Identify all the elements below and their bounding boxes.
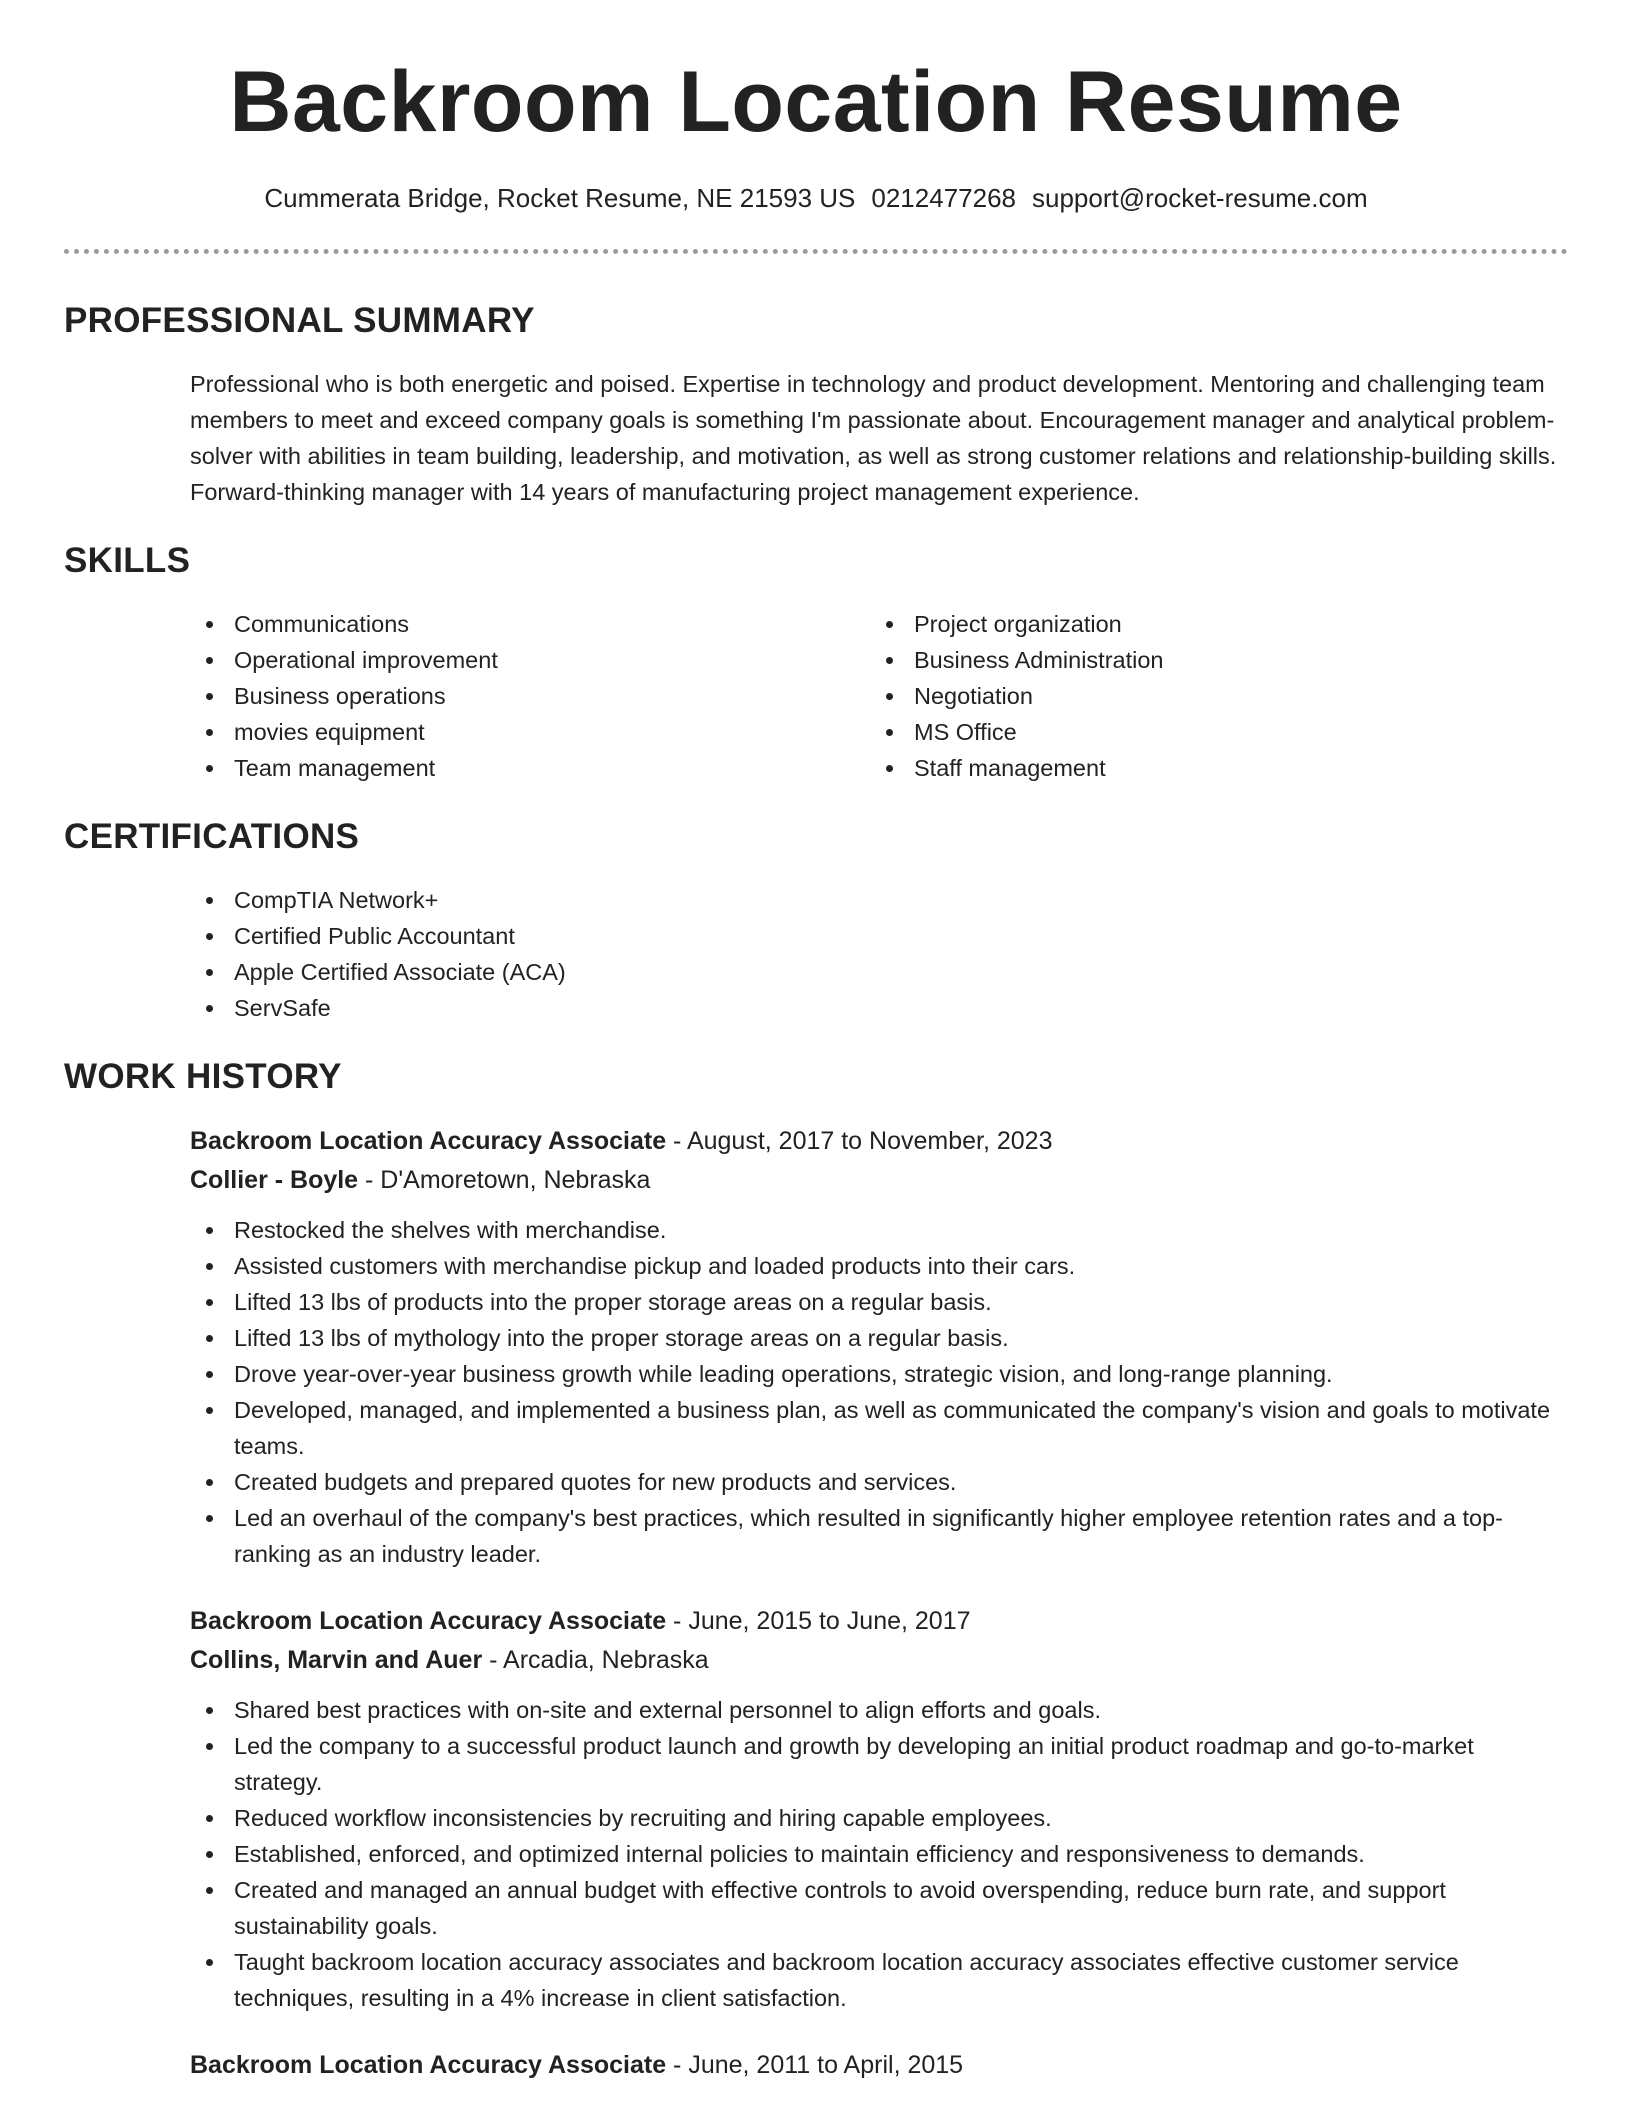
job-location: - Arcadia, Nebraska (482, 1646, 709, 1674)
job-dates: - June, 2011 to April, 2015 (666, 2051, 964, 2079)
certification-item: Certified Public Accountant (190, 918, 1568, 954)
job-entry (190, 1122, 1568, 1572)
certification-item: CompTIA Network+ (190, 882, 1568, 918)
job-role: Backroom Location Accuracy Associate (190, 1127, 667, 1155)
skills-grid (190, 606, 1568, 786)
skill-item: Team management (190, 750, 870, 786)
job-role-line (190, 1122, 1568, 1161)
work-history-heading: WORK HISTORY (64, 1057, 342, 1096)
header-divider (64, 249, 1568, 254)
job-bullet: Restocked the shelves with merchandise. (190, 1212, 1568, 1248)
job-bullet: Led an overhaul of the company's best practices, which resulted in significantly higher employee retention rates and a top-ranking as an industry leader. (190, 1500, 1568, 1572)
skills-heading: SKILLS (64, 541, 191, 580)
job-role: Backroom Location Accuracy Associate (190, 1607, 667, 1635)
contact-line (0, 180, 1632, 216)
skill-item: Business operations (190, 678, 870, 714)
certification-item: ServSafe (190, 990, 1568, 1026)
job-location: - D'Amoretown, Nebraska (358, 1166, 651, 1194)
job-company-line (190, 1641, 1568, 1680)
skills-section (64, 532, 1568, 786)
job-bullet: Lifted 13 lbs of mythology into the proper storage areas on a regular basis. (190, 1320, 1568, 1356)
skill-item: Operational improvement (190, 642, 870, 678)
job-bullets (190, 1692, 1568, 2016)
job-bullet: Drove year-over-year business growth while leading operations, strategic vision, and long-range planning. (190, 1356, 1568, 1392)
job-dates: - June, 2015 to June, 2017 (666, 1607, 971, 1635)
skills-list-left (190, 606, 870, 786)
resume-content (64, 292, 1568, 2107)
summary-section (64, 292, 1568, 510)
job-bullet: Taught backroom location accuracy associates and backroom location accuracy associates effective customer service techniques, resulting in a 4% increase in client satisfaction. (190, 1944, 1568, 2016)
contact-address: Cummerata Bridge, Rocket Resume, NE 21593 US (264, 183, 856, 213)
skill-item: Negotiation (870, 678, 1550, 714)
job-role-line (190, 1602, 1568, 1641)
job-bullet: Reduced workflow inconsistencies by recruiting and hiring capable employees. (190, 1800, 1568, 1836)
skill-item: Communications (190, 606, 870, 642)
job-bullet: Assisted customers with merchandise pickup and loaded products into their cars. (190, 1248, 1568, 1284)
work-history-section (64, 1048, 1568, 2085)
job-bullet: Created budgets and prepared quotes for new products and services. (190, 1464, 1568, 1500)
resume-title: Backroom Location Resume (229, 54, 1403, 150)
skill-item: Staff management (870, 750, 1550, 786)
skill-item: movies equipment (190, 714, 870, 750)
job-dates: - August, 2017 to November, 2023 (666, 1127, 1053, 1155)
job-bullets (190, 1212, 1568, 1572)
job-entry (190, 1602, 1568, 2016)
job-bullet: Developed, managed, and implemented a business plan, as well as communicated the company's vision and goals to motivate teams. (190, 1392, 1568, 1464)
job-company: Collier - Boyle (190, 1166, 359, 1194)
summary-text: Professional who is both energetic and poised. Expertise in technology and product development. Mentoring and challenging team members to meet and exceed company goals is something I'm passionate about. Encouragement manager and analytical problem-solver with abilities in team building, leadership, and motivation, as well as strong customer relations and relationship-building skills. Forward-thinking manager with 14 years of manufacturing project management experience. (190, 371, 1557, 505)
certifications-list (190, 882, 1568, 1026)
skill-item: MS Office (870, 714, 1550, 750)
job-bullet: Created and managed an annual budget with effective controls to avoid overspending, reduce burn rate, and support sustainability goals. (190, 1872, 1568, 1944)
summary-heading: PROFESSIONAL SUMMARY (64, 301, 535, 340)
contact-phone: 0212477268 (871, 183, 1016, 213)
job-role-line (190, 2046, 1568, 2085)
job-role: Backroom Location Accuracy Associate (190, 2051, 667, 2079)
certifications-heading: CERTIFICATIONS (64, 817, 360, 856)
job-company: Collins, Marvin and Auer (190, 1646, 483, 1674)
job-company-line (190, 1161, 1568, 1200)
job-bullet: Established, enforced, and optimized internal policies to maintain efficiency and responsiveness to demands. (190, 1836, 1568, 1872)
skills-list-right (870, 606, 1550, 786)
contact-email: support@rocket-resume.com (1032, 183, 1368, 213)
job-bullet: Led the company to a successful product launch and growth by developing an initial product roadmap and go-to-market strategy. (190, 1728, 1568, 1800)
skill-item: Business Administration (870, 642, 1550, 678)
certification-item: Apple Certified Associate (ACA) (190, 954, 1568, 990)
job-entry (190, 2046, 1568, 2085)
skill-item: Project organization (870, 606, 1550, 642)
job-bullet: Lifted 13 lbs of products into the proper storage areas on a regular basis. (190, 1284, 1568, 1320)
certifications-section (64, 808, 1568, 1026)
job-bullet: Shared best practices with on-site and external personnel to align efforts and goals. (190, 1692, 1568, 1728)
